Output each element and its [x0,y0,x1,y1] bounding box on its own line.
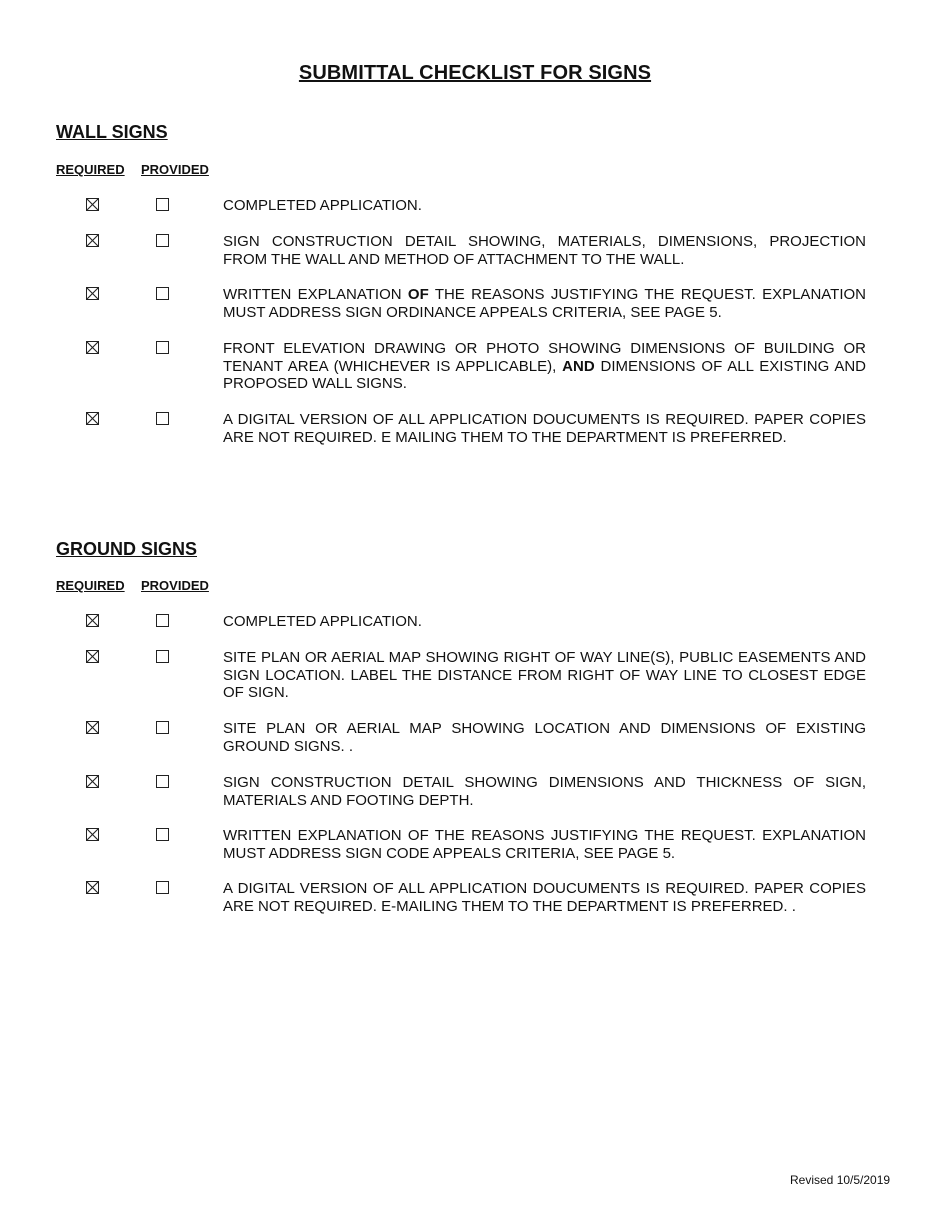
checklist-item-text: A DIGITAL VERSION OF ALL APPLICATION DOUCUMENTS IS REQUIRED. PAPER COPIES ARE NOT REQUIRED. E MAILING THEM TO THE DEPARTMENT IS PREFERRED. [223,411,866,446]
provided-column-header: PROVIDED [141,162,209,177]
item-text-emphasis: OF [407,286,429,303]
required-checkbox[interactable] [86,412,99,425]
provided-checkbox[interactable] [156,614,169,627]
checklist-item-text: SIGN CONSTRUCTION DETAIL SHOWING, MATERIALS, DIMENSIONS, PROJECTION FROM THE WALL AND METHOD OF ATTACHMENT TO THE WALL. [223,233,866,268]
item-text-post: THE REASONS JUSTIFYING THE REQUEST. EXPLANATION MUST ADDRESS SIGN ORDINANCE APPEALS CRITERIA, SEE PAGE 5. [223,286,866,321]
x-mark-icon [87,829,98,840]
provided-checkbox[interactable] [156,828,169,841]
item-text-pre: WRITTEN EXPLANATION [223,286,408,303]
checklist-item-text: COMPLETED APPLICATION. [223,613,422,630]
required-checkbox[interactable] [86,234,99,247]
required-checkbox[interactable] [86,775,99,788]
x-mark-icon [87,413,98,424]
provided-checkbox[interactable] [156,287,169,300]
item-text-post: DIMENSIONS OF ALL EXISTING AND PROPOSED WALL SIGNS. [223,357,866,392]
required-checkbox[interactable] [86,341,99,354]
required-checkbox[interactable] [86,198,99,211]
provided-checkbox[interactable] [156,412,169,425]
provided-checkbox[interactable] [156,650,169,663]
x-mark-icon [87,722,98,733]
wall-signs-heading: WALL SIGNS [56,122,168,142]
checklist-item-text: COMPLETED APPLICATION. [223,197,422,214]
x-mark-icon [87,235,98,246]
x-mark-icon [87,882,98,893]
checklist-item-text: A DIGITAL VERSION OF ALL APPLICATION DOUCUMENTS IS REQUIRED. PAPER COPIES ARE NOT REQUIRED. E-MAILING THEM TO THE DEPARTMENT IS PREFERRED. . [223,880,866,915]
checklist-item-text [223,286,866,321]
item-text-pre: FRONT ELEVATION DRAWING OR PHOTO SHOWING DIMENSIONS OF BUILDING OR TENANT AREA (WHICHEVER IS APPLICABLE), [223,340,866,375]
required-checkbox[interactable] [86,828,99,841]
checklist-item-text [223,340,866,393]
provided-column-header: PROVIDED [141,578,209,593]
x-mark-icon [87,342,98,353]
checklist-item-text: SITE PLAN OR AERIAL MAP SHOWING RIGHT OF WAY LINE(S), PUBLIC EASEMENTS AND SIGN LOCATION. LABEL THE DISTANCE FROM RIGHT OF WAY LINE TO CLOSEST EDGE OF SIGN. [223,649,866,701]
x-mark-icon [87,199,98,210]
checklist-item-text: WRITTEN EXPLANATION OF THE REASONS JUSTIFYING THE REQUEST. EXPLANATION MUST ADDRESS SIGN CODE APPEALS CRITERIA, SEE PAGE 5. [223,827,866,862]
provided-checkbox[interactable] [156,341,169,354]
page-title: SUBMITTAL CHECKLIST FOR SIGNS [298,62,652,84]
required-checkbox[interactable] [86,614,99,627]
provided-checkbox[interactable] [156,198,169,211]
x-mark-icon [87,615,98,626]
required-column-header: REQUIRED [56,578,125,593]
provided-checkbox[interactable] [156,721,169,734]
required-column-header: REQUIRED [56,162,125,177]
item-text-emphasis: AND [562,357,595,375]
provided-checkbox[interactable] [156,881,169,894]
provided-checkbox[interactable] [156,234,169,247]
checklist-item-text: SITE PLAN OR AERIAL MAP SHOWING LOCATION AND DIMENSIONS OF EXISTING GROUND SIGNS. . [223,720,866,755]
checklist-item-text: SIGN CONSTRUCTION DETAIL SHOWING DIMENSIONS AND THICKNESS OF SIGN, MATERIALS AND FOOTING DEPTH. [223,774,866,809]
revised-date: Revised 10/5/2019 [790,1173,891,1187]
x-mark-icon [87,776,98,787]
provided-checkbox[interactable] [156,775,169,788]
required-checkbox[interactable] [86,287,99,300]
x-mark-icon [87,651,98,662]
required-checkbox[interactable] [86,881,99,894]
required-checkbox[interactable] [86,721,99,734]
x-mark-icon [87,288,98,299]
required-checkbox[interactable] [86,650,99,663]
ground-signs-heading: GROUND SIGNS [56,539,198,559]
